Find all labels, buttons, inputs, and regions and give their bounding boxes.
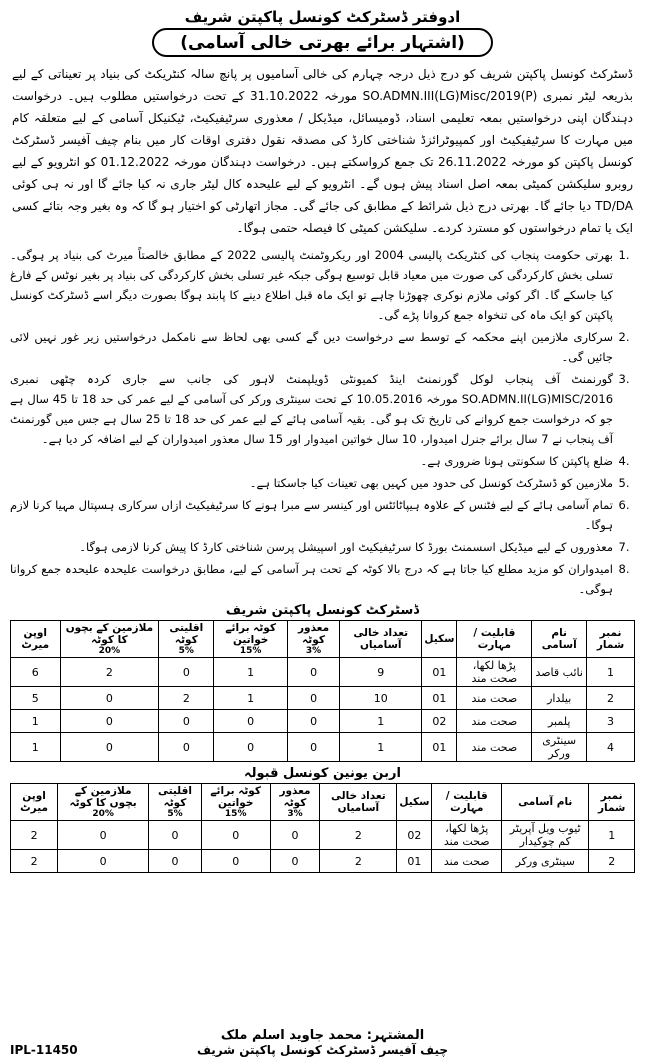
table-cell: 0 [58, 821, 149, 850]
header-label: نمبر شمار [598, 790, 626, 814]
table-cell: 01 [397, 850, 432, 873]
table1-header-row [11, 621, 635, 658]
condition-number: 7. [618, 540, 630, 554]
table-cell: 1 [11, 710, 61, 733]
table-cell: 01 [422, 658, 457, 687]
table-cell: پڑھا لکھا، صحت مند [457, 658, 532, 687]
table-cell: 0 [214, 733, 288, 762]
condition-item [10, 451, 635, 471]
header-label: کوٹہ برائے خواتین [225, 622, 276, 646]
table-cell: 01 [422, 733, 457, 762]
table-cell: صحت مند [457, 687, 532, 710]
condition-number: 6. [618, 498, 630, 512]
table-cell: سینٹری ورکر [502, 850, 589, 873]
table-cell: نائب قاصد [532, 658, 587, 687]
table-cell: 2 [320, 821, 397, 850]
table-cell: 0 [201, 850, 270, 873]
table-row [11, 710, 635, 733]
intro-paragraph: ڈسٹرکٹ کونسل پاکپتن شریف کو درج ذیل درجہ چہارم کی خالی آسامیوں پر پانچ سالہ کنٹریکٹ کی بنیاد پر تعیناتی کے لیے بذریعہ لیٹر نمبری SO.ADMN.III(LG)Misc/2019(P) مورخہ 31.10.2022 کے تحت درخواستیں مطلوب ہیں۔ درخواست دہندگان اپنی درخواستیں بمعہ تعلیمی اسناد، ڈومیسائل، میڈیکل / معذوری سرٹیفیکیٹ، ٹیکنیکل آسامی کے لیے متعلقہ کام میں مہارت کا سرٹیفیکیٹ اور کمپیوٹرائزڈ شناختی کارڈ کی مصدقہ نقول دفتری اوقات کار میں بنام چیف آفیسر ڈسٹرکٹ کونسل پاکپتن کو مورخہ 26.11.2022 تک جمع کرواسکتے ہیں۔ درخواست دہندگان مورخہ 01.12.2022 کو انٹرویو کے لیے روبرو سلیکشن کمیٹی بمعہ اصل اسناد پیش ہوں گے۔ انٹرویو کے لیے علیحدہ کال لیٹر جاری نہ کیا جائے گا اور نہ ہی کوئی TD/DA دیا جائے گا۔ بھرتی درج ذیل شرائط کے مطابق کی جائے گی۔ مجاز اتھارٹی کو اختیار ہو گا کہ وہ بغیر وجہ بتائے کسی ایک یا تمام درخواستوں کو مسترد کردے۔ سلیکشن کمیٹی کا فیصلہ حتمی ہوگا۔ [12, 67, 634, 235]
condition-number: 2. [618, 330, 630, 344]
table-cell: 1 [11, 733, 61, 762]
table-cell: 0 [287, 710, 339, 733]
header-label: اقلیتی کوٹہ [169, 622, 204, 646]
condition-number: 5. [618, 476, 630, 490]
table-cell: 0 [149, 821, 202, 850]
condition-item [10, 559, 635, 599]
designation: چیف آفیسر ڈسٹرکٹ کونسل پاکپتن شریف [196, 1043, 449, 1057]
header-label: سکیل [399, 796, 430, 808]
table-header-cell [159, 621, 214, 658]
table-row [11, 658, 635, 687]
table-cell: 02 [422, 710, 457, 733]
table-header-cell [11, 621, 61, 658]
table-header-cell [60, 621, 159, 658]
table-row [11, 687, 635, 710]
condition-item [10, 495, 635, 535]
table-header-cell [287, 621, 339, 658]
quota-percent: 20% [92, 809, 114, 819]
header-label: اقلیتی کوٹہ [157, 785, 192, 809]
condition-item [10, 537, 635, 557]
table-cell: 0 [270, 850, 320, 873]
table-header-cell [58, 784, 149, 821]
table-cell: 2 [11, 821, 58, 850]
header-label: تعداد خالی آسامیاں [353, 627, 409, 651]
condition-number: 3. [618, 372, 630, 386]
table-row [11, 733, 635, 762]
condition-text: ضلع پاکپتن کا سکونتی ہونا ضروری ہے۔ [420, 454, 613, 468]
table-cell: 5 [11, 687, 61, 710]
table-cell: 0 [270, 821, 320, 850]
header-label: قابلیت / مہارت [473, 627, 516, 651]
table-cell: 4 [587, 733, 635, 762]
table-header-cell [340, 621, 422, 658]
table-cell: پڑھا لکھا، صحت مند [432, 821, 502, 850]
quota-percent: 15% [239, 646, 262, 656]
table-cell: 1 [589, 821, 635, 850]
table-cell: 6 [11, 658, 61, 687]
table-cell: 2 [11, 850, 58, 873]
header-label: اوپن میرٹ [20, 790, 48, 814]
banner-wrap [10, 28, 635, 57]
table-header-cell [587, 621, 635, 658]
condition-text: ملازمین کو ڈسٹرکٹ کونسل کی حدود میں کہیں بھی تعینات کیا جاسکتا ہے۔ [249, 476, 613, 490]
table-header-cell [149, 784, 202, 821]
header-label: نام آسامی [541, 627, 577, 651]
table-cell: 2 [589, 850, 635, 873]
table-cell: 02 [397, 821, 432, 850]
table-header-cell [457, 621, 532, 658]
table-cell: سینٹری ورکر [532, 733, 587, 762]
condition-number: 1. [618, 248, 630, 262]
table-cell: بیلدار [532, 687, 587, 710]
table2-body [11, 821, 635, 873]
table-header-cell [270, 784, 320, 821]
table-cell: 0 [60, 733, 159, 762]
quota-percent: 5% [167, 809, 183, 819]
table-cell: 0 [159, 733, 214, 762]
table-cell: 2 [159, 687, 214, 710]
quota-percent: 3% [305, 646, 322, 656]
table-cell: 10 [340, 687, 422, 710]
condition-text: سرکاری ملازمین اپنے محکمہ کے توسط سے درخواست دیں گے کسی بھی لحاظ سے نامکمل درخواستیں زیر غور نہیں لائی جائیں گی۔ [10, 330, 613, 364]
table-cell: پلمبر [532, 710, 587, 733]
header-label: سکیل [424, 633, 455, 645]
table-header-cell [201, 784, 270, 821]
table-header-cell [589, 784, 635, 821]
table1-title: ڈسٹرکٹ کونسل پاکپتن شریف [225, 603, 420, 618]
table-cell: 2 [587, 687, 635, 710]
advertisement-banner: (اشتہار برائے بھرتی خالی آسامی) [152, 28, 493, 57]
table-cell: 0 [201, 821, 270, 850]
table-cell: 1 [214, 687, 288, 710]
header-label: نام آسامی [518, 796, 573, 808]
office-heading: ادوفتر ڈسٹرکٹ کونسل پاکپتن شریف [184, 8, 461, 26]
table-cell: 2 [60, 658, 159, 687]
table-cell: 0 [159, 710, 214, 733]
condition-item [10, 327, 635, 367]
table-row [11, 850, 635, 873]
table-header-cell [11, 784, 58, 821]
condition-text: تمام آسامی ہائے کے لیے فٹنس کے علاوہ ہیپاٹائٹس اور کینسر سے مبرا ہونے کا سرٹیفیکیٹ ازاں سرکاری ہسپتال مہیا کرنا لازم ہوگا۔ [10, 498, 613, 532]
table-cell: 1 [340, 733, 422, 762]
table-header-cell [320, 784, 397, 821]
header-label: اوپن میرٹ [21, 627, 50, 651]
table-cell: 1 [214, 658, 288, 687]
condition-text: امیدواران کو مزید مطلع کیا جاتا ہے کہ درج بالا کوٹہ کے تحت ہر آسامی کے لیے، مطابق درخواست علیحدہ علیحدہ جمع کروانا ہوگی۔ [10, 562, 613, 596]
header-label: نمبر شمار [596, 627, 625, 651]
table-cell: 01 [422, 687, 457, 710]
table-header-cell [432, 784, 502, 821]
table-header-cell [214, 621, 288, 658]
header-label: معذور کوٹہ [279, 785, 311, 809]
table-cell: 0 [287, 658, 339, 687]
table1 [10, 620, 635, 762]
table-row [11, 821, 635, 850]
table2 [10, 783, 635, 873]
table2-title: اربن یونین کونسل قبولہ [244, 766, 401, 781]
footer [10, 1028, 635, 1057]
ipl-number: IPL-11450 [10, 1043, 78, 1057]
header-label: قابلیت / مہارت [445, 790, 488, 814]
table-cell: صحت مند [457, 733, 532, 762]
table-cell: 2 [320, 850, 397, 873]
table-cell: 0 [149, 850, 202, 873]
table1-body [11, 658, 635, 762]
table-header-cell [532, 621, 587, 658]
condition-number: 8. [618, 562, 630, 576]
table-cell: 0 [287, 687, 339, 710]
header-label: ملازمین کے بچوں کا کوٹہ [65, 622, 154, 646]
signatory: المشتہر: محمد جاوید اسلم ملک [220, 1028, 425, 1043]
header-label: کوٹہ برائے خواتین [210, 785, 261, 809]
table-cell: 0 [287, 733, 339, 762]
header-label: ملازمین کے بچوں کا کوٹہ [69, 785, 137, 809]
condition-text: بھرتی حکومت پنجاب کی کنٹریکٹ پالیسی 2004 اور ریکروٹمنٹ پالیسی 2022 کے مطابق خالصتاً میرٹ کی بنیاد پر ہوگی۔ تسلی بخش کارکردگی کی صورت میں معیاد قابل توسیع ہوگی جبکہ غیر تسلی بخش کارکردگی کی بنیاد پر بغیر نوٹس کے فارغ کیا جاسکے گا۔ اگر کوئی ملازم نوکری چھوڑنا چاہے تو ایک ماہ قبل اطلاع دینے کا پابند ہوگا بصورت دیگر اسے ڈسٹرکٹ کونسل پاکپتن کو ایک ماہ کی تنخواہ جمع کروانا پڑے گی۔ [10, 248, 613, 322]
table-cell: 1 [340, 710, 422, 733]
condition-item [10, 473, 635, 493]
table-cell: ٹیوب ویل آپریٹر کم چوکیدار [502, 821, 589, 850]
quota-percent: 5% [178, 646, 194, 656]
header-label: معذور کوٹہ [298, 622, 330, 646]
table2-header-row [11, 784, 635, 821]
table-cell: 0 [159, 658, 214, 687]
table-cell: 9 [340, 658, 422, 687]
quota-percent: 15% [224, 809, 247, 819]
condition-item [10, 369, 635, 449]
table-cell: 3 [587, 710, 635, 733]
conditions-list [10, 245, 635, 599]
table-header-cell [397, 784, 432, 821]
table-cell: 0 [58, 850, 149, 873]
table-cell: صحت مند [432, 850, 502, 873]
table-cell: 1 [587, 658, 635, 687]
table-cell: 0 [60, 687, 159, 710]
condition-text: معذوروں کے لیے میڈیکل اسسمنٹ بورڈ کا سرٹیفیکیٹ اور اسپیشل پرسن شناختی کارڈ کا پیش کرنا لازمی ہوگا۔ [79, 540, 613, 554]
table-cell: 0 [214, 710, 288, 733]
table-cell: 0 [60, 710, 159, 733]
quota-percent: 3% [287, 809, 303, 819]
condition-item [10, 245, 635, 325]
table-header-cell [502, 784, 589, 821]
table-cell: صحت مند [457, 710, 532, 733]
header-label: تعداد خالی آسامیاں [331, 790, 386, 814]
condition-number: 4. [618, 454, 630, 468]
quota-percent: 20% [98, 646, 121, 656]
condition-text: گورنمنٹ آف پنجاب لوکل گورنمنٹ اینڈ کمیونٹی ڈویلپمنٹ لاہور کی جانب سے جاری کردہ چٹھی نمبری SO.ADMN.II(LG)MISC/2016 مورخہ 10.05.2016 کے تحت سینٹری ورکر کی آسامی کے لیے عمر کی حد 18 تا 45 سال ہے جو کہ درخواست جمع کروانے کی تاریخ تک ہو گی۔ بقیہ آسامی ہائے کے لیے عمر کی حد 18 تا 25 سال ہے جس میں گورنمنٹ آف پنجاب نے 7 سال برائے جنرل امیدوار، 10 سال خواتین امیدوار اور 15 سال معذور امیدواران کے لیے اضافہ کر دیا ہے۔ [10, 372, 614, 446]
table-header-cell [422, 621, 457, 658]
